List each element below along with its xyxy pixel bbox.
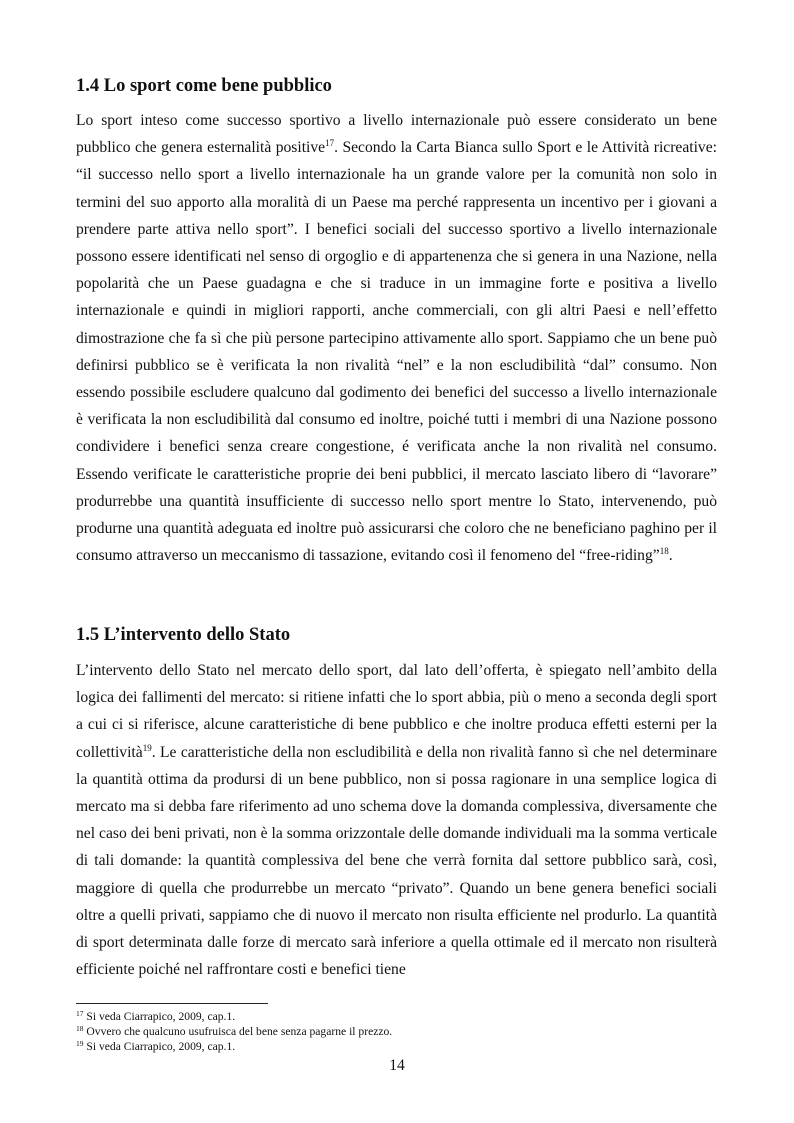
footnote-18 <box>76 1024 717 1039</box>
footnote-text: Ovvero che qualcuno usufruisca del bene senza pagarne il prezzo. <box>83 1025 393 1039</box>
footnote-ref-18[interactable]: 18 <box>659 546 669 557</box>
paragraph-sport-public-good <box>76 107 717 569</box>
section-heading-1-5: 1.5 L’intervento dello Stato <box>76 625 291 645</box>
footnote-separator <box>76 1003 268 1004</box>
footnote-number: 18 <box>76 1024 84 1034</box>
footnote-19 <box>76 1039 717 1054</box>
footnote-number: 17 <box>76 1009 84 1018</box>
paragraph-state-intervention <box>76 657 717 983</box>
footnote-17 <box>76 1009 717 1024</box>
paragraph-text: L’intervento dello Stato nel mercato dello sport, dal lato dell’offerta, è spiegato nell’ambito della logica dei fallimenti del mercato: si ritiene infatti che lo sport abbia, più o meno a seconda degli sport a cui ci si riferisce, alcune caratteristiche di bene pubblico e che inoltre produca effetti esterni per la collettività <box>76 662 717 761</box>
footnote-text: Si veda Ciarrapico, 2009, cap.1. <box>83 1010 236 1023</box>
footnotes <box>76 1009 717 1055</box>
paragraph-text: . <box>668 547 673 565</box>
paragraph-text: Lo sport inteso come successo sportivo a livello internazionale può essere considerato un bene pubblico che genera esternalità positive <box>76 112 717 157</box>
paragraph-text: . Secondo la Carta Bianca sullo Sport e le Attività ricreative: “il successo nello sport a livello internazionale ha un grande valore per la comunità non solo in termini del suo apporto alla moralità di un Paese ma perché rappresenta un incentivo per i giovani a prendere parte attiva nello sport”. I benefici sociali del successo sportivo a livello internazionale possono essere identificati nel senso di orgoglio e di appartenenza che si genera in una Nazione, nella popolarità che un Paese guadagna e che si traduce in un immagine forte e positiva a livello internazionale e quindi in migliori rapporti, anche commerciali, con gli altri Paesi e nell’effetto dimostrazione che fa sì che più persone partecipino attivamente allo sport. Sappiamo che un bene può definirsi pubblico se è verificata la non rivalità “nel” e la non escludibilità “dal” consumo. Non essendo possibile escludere qualcuno dal godimento dei benefici del successo a livello internazionale è verificata la non escludibilità dal consumo ed inoltre, poiché tutti i membri di una Nazione possono condividere i benefici senza creare congestione, é verificata anche la non rivalità nel consumo. Essendo verificate le caratteristiche proprie dei beni pubblici, il mercato lasciato libero di “lavorare” produrrebbe una quantità insufficiente di successo nello sport mentre lo Stato, intervenendo, può produrne una quantità adeguata ed inoltre può assicurarsi che coloro che ne beneficiano paghino per il consumo attraverso un meccanismo di tassazione, evitando così il fenomeno del “free-riding” <box>76 139 717 565</box>
page-number: 14 <box>389 1057 405 1074</box>
section-heading-1-4: 1.4 Lo sport come bene pubblico <box>76 76 332 96</box>
footnote-ref-19[interactable]: 19 <box>142 742 152 753</box>
paragraph-text: . Le caratteristiche della non escludibilità e della non rivalità fanno sì che nel determinare la quantità ottima da prodursi di un bene pubblico, non si possa ragionare in una semplice logica di mercato ma si debba fare riferimento ad uno schema dove la domanda complessiva, diversamente che nel caso dei beni privati, non è la somma orizzontale delle domande individuali ma la somma verticale di tali domande: la quantità complessiva del bene che verrà fornita dal settore pubblico sarà, così, maggiore di quella che produrrebbe un mercato “privato”. Quando un bene genera benefici sociali oltre a quelli privati, sappiamo che di nuovo il mercato non risulta efficiente nel produrlo. La quantità di sport determinata dalle forze di mercato sarà inferiore a quella ottimale ed il mercato non risulterà efficiente poiché nel raffrontare costi e benefici tiene <box>76 743 717 979</box>
footnote-text: Si veda Ciarrapico, 2009, cap.1. <box>83 1040 236 1054</box>
footnote-ref-17[interactable]: 17 <box>325 138 335 149</box>
footnote-number: 19 <box>76 1039 84 1049</box>
